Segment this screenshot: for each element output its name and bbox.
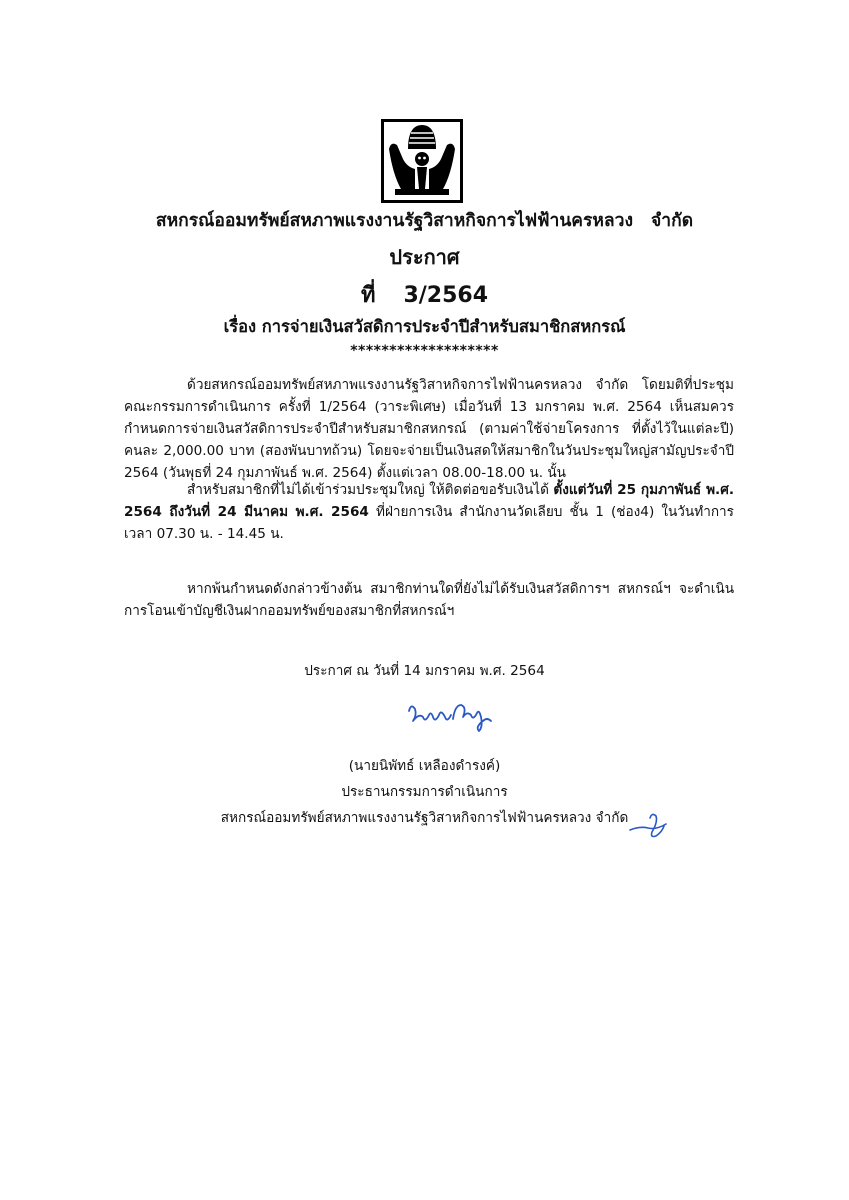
paragraph-2-part-b: ที่ฝ่ายการเงิน สำนักงานวัดเลียบ ชั้น 1 (ช่อง4) ในวันทำการ เวลา 07.30 น. - 14.45 น. (124, 504, 734, 542)
number-value: 3/2564 (403, 283, 489, 308)
handwritten-signature (405, 697, 495, 735)
subject-line: เรื่อง การจ่ายเงินสวัสดิการประจำปีสำหรับสมาชิกสหกรณ์ (223, 317, 626, 336)
announcement-number (0, 277, 849, 312)
divider-stars: ******************* (350, 343, 499, 359)
handwritten-initials (626, 808, 678, 842)
coop-emblem-hands-icon (381, 119, 463, 203)
number-prefix: ที่ (360, 283, 376, 308)
paragraph-2-text (124, 479, 734, 545)
paragraph-2-bold-dates: ตั้งแต่วันที่ 25 กุมภาพันธ์ พ.ศ. 2564 ถึงวันที่ 24 มีนาคม พ.ศ. 2564 (124, 482, 734, 520)
signer-title: ประธานกรรมการดำเนินการ (341, 784, 508, 800)
signer-organization: สหกรณ์ออมทรัพย์สหภาพแรงงานรัฐวิสาหกิจการไฟฟ้านครหลวง จำกัด (220, 810, 629, 826)
organization-name-text: สหกรณ์ออมทรัพย์สหภาพแรงงานรัฐวิสาหกิจการไฟฟ้านครหลวง (155, 211, 634, 231)
paragraph-2-part-a: สำหรับสมาชิกที่ไม่ได้เข้าร่วมประชุมใหญ่ ให้ติดต่อขอรับเงินได้ (187, 482, 554, 498)
announcement-heading: ประกาศ (389, 245, 460, 269)
signer-name: (นายนิพัทธ์ เหลืองดำรงค์) (348, 758, 501, 774)
organization-suffix: จำกัด (651, 211, 694, 231)
paragraph-3 (124, 578, 734, 622)
paragraph-1-text: ด้วยสหกรณ์ออมทรัพย์สหภาพแรงงานรัฐวิสาหกิจการไฟฟ้านครหลวง จำกัด โดยมติที่ประชุมคณะกรรมการดำเนินการ ครั้งที่ 1/2564 (วาระพิเศษ) เมื่อวันที่ 13 มกราคม พ.ศ. 2564 เห็นสมควรกำหนดการจ่ายเงินสวัสดิการประจำปีสำหรับสมาชิกสหกรณ์ (ตามค่าใช้จ่ายโครงการ ที่ตั้งไว้ในแต่ละปี) คนละ 2,000.00 บาท (สองพันบาทถ้วน) โดยจะจ่ายเป็นเงินสดให้สมาชิกในวันประชุมใหญ่สามัญประจำปี 2564 (วันพุธที่ 24 กุมภาพันธ์ พ.ศ. 2564) ตั้งแต่เวลา 08.00-18.00 น. นั้น (124, 377, 734, 481)
paragraph-3-text: หากพ้นกำหนดดังกล่าวข้างต้น สมาชิกท่านใดที่ยังไม่ได้รับเงินสวัสดิการฯ สหกรณ์ฯ จะดำเนินการโอนเข้าบัญชีเงินฝากออมทรัพย์ของสมาชิกที่สหกรณ์ฯ (124, 581, 734, 619)
paragraph-2 (124, 479, 734, 545)
organization-name (0, 206, 849, 234)
paragraph-1 (124, 374, 734, 484)
announcement-date: ประกาศ ณ วันที่ 14 มกราคม พ.ศ. 2564 (304, 663, 545, 679)
